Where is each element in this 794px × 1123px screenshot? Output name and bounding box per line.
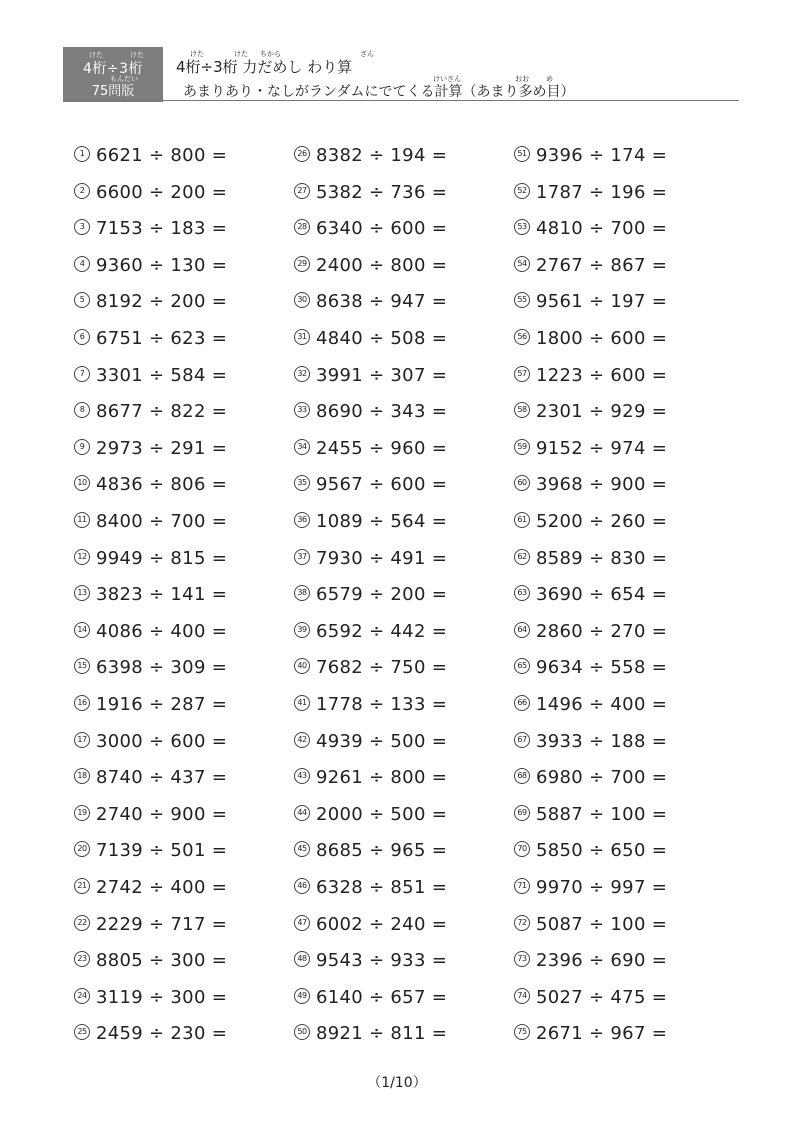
problem-number: 20 <box>74 841 90 857</box>
problem-item <box>294 910 447 940</box>
problem-number: 34 <box>294 439 310 455</box>
problem-expression: 5382 ÷ 736 = <box>316 181 448 203</box>
problem-number: 58 <box>514 402 530 418</box>
problem-expression: 3119 ÷ 300 = <box>96 986 228 1008</box>
problem-item <box>74 470 227 500</box>
problem-expression: 1089 ÷ 564 = <box>316 511 448 532</box>
problem-item <box>514 580 667 610</box>
problem-expression: 7682 ÷ 750 = <box>316 657 448 679</box>
problem-expression: 3991 ÷ 307 = <box>316 364 448 386</box>
ruby-chikara: ちから <box>260 50 281 58</box>
problem-item <box>514 910 667 940</box>
problem-expression: 5200 ÷ 260 = <box>536 511 668 532</box>
problem-expression: 6621 ÷ 800 = <box>96 145 228 166</box>
problem-expression: 4836 ÷ 806 = <box>96 474 228 496</box>
ruby-mondai: もんだい <box>110 75 138 83</box>
problem-number: 75 <box>514 1024 530 1040</box>
problem-expression: 2860 ÷ 270 = <box>536 620 668 642</box>
problem-expression: 3933 ÷ 188 = <box>536 730 668 752</box>
problem-item <box>294 580 447 610</box>
problem-number: 18 <box>74 768 90 784</box>
problem-expression: 6751 ÷ 623 = <box>96 328 228 349</box>
problem-item <box>74 836 227 866</box>
problem-number: 62 <box>514 549 530 565</box>
problem-number: 12 <box>74 549 90 565</box>
problem-item <box>514 763 667 793</box>
problem-item <box>74 653 227 683</box>
problem-item <box>514 800 667 830</box>
problem-item <box>514 507 667 537</box>
problem-expression: 2740 ÷ 900 = <box>96 803 228 825</box>
page-subtitle: あまりあり・なしがランダムにでてくる計算（あまり多め目） <box>183 84 575 100</box>
problem-expression: 6140 ÷ 657 = <box>316 986 448 1008</box>
problem-number: 59 <box>514 439 530 455</box>
problem-item <box>514 727 667 757</box>
problem-item <box>74 946 227 976</box>
problem-item <box>514 1019 667 1049</box>
problem-expression: 1916 ÷ 287 = <box>96 694 228 715</box>
problem-number: 31 <box>294 329 310 345</box>
problem-item <box>294 653 447 683</box>
problem-expression: 6579 ÷ 200 = <box>316 584 448 606</box>
problem-item <box>514 617 667 647</box>
problem-number: 23 <box>74 951 90 967</box>
problem-number: 48 <box>294 951 310 967</box>
problem-item <box>74 763 227 793</box>
problem-item <box>74 251 227 281</box>
problem-number: 27 <box>294 183 310 199</box>
problem-number: 50 <box>294 1024 310 1040</box>
problem-number: 3 <box>74 219 90 235</box>
problem-expression: 2229 ÷ 717 = <box>96 913 228 935</box>
problem-expression: 2671 ÷ 967 = <box>536 1023 668 1045</box>
problem-item <box>514 361 667 391</box>
problem-expression: 8740 ÷ 437 = <box>96 767 228 789</box>
problem-expression: 6592 ÷ 442 = <box>316 620 448 642</box>
problem-expression: 2459 ÷ 230 = <box>96 1023 228 1045</box>
problem-item <box>74 287 227 317</box>
problem-number: 7 <box>74 366 90 382</box>
problem-item <box>294 983 447 1013</box>
problem-number: 74 <box>514 988 530 1004</box>
problem-item <box>74 800 227 830</box>
problem-expression: 8589 ÷ 830 = <box>536 547 668 569</box>
problem-number: 17 <box>74 732 90 748</box>
problem-expression: 6328 ÷ 851 = <box>316 877 448 898</box>
problem-item <box>74 324 227 354</box>
problem-item <box>514 141 667 171</box>
problem-number: 52 <box>514 183 530 199</box>
problem-expression: 9634 ÷ 558 = <box>536 657 668 679</box>
problem-item <box>74 910 227 940</box>
problem-number: 46 <box>294 878 310 894</box>
problem-expression: 5887 ÷ 100 = <box>536 803 668 825</box>
problem-item <box>294 214 447 244</box>
problem-item <box>294 763 447 793</box>
problem-expression: 4840 ÷ 508 = <box>316 328 448 349</box>
problem-expression: 9567 ÷ 600 = <box>316 474 448 496</box>
ruby-keta: けた <box>89 51 103 59</box>
problem-item <box>514 178 667 208</box>
problem-expression: 1787 ÷ 196 = <box>536 181 668 203</box>
problem-expression: 3968 ÷ 900 = <box>536 474 668 496</box>
problem-item <box>74 580 227 610</box>
problem-item <box>514 983 667 1013</box>
problem-item <box>74 873 227 903</box>
problem-expression: 8690 ÷ 343 = <box>316 401 448 423</box>
problem-expression: 3000 ÷ 600 = <box>96 730 228 752</box>
problem-number: 43 <box>294 768 310 784</box>
problem-expression: 2000 ÷ 500 = <box>316 803 448 825</box>
problem-item <box>294 434 447 464</box>
problem-expression: 3690 ÷ 654 = <box>536 584 668 606</box>
problem-number: 1 <box>74 146 90 162</box>
problem-number: 37 <box>294 549 310 565</box>
problem-expression: 7153 ÷ 183 = <box>96 218 228 240</box>
problem-expression: 5087 ÷ 100 = <box>536 913 668 935</box>
problem-item <box>514 470 667 500</box>
problem-expression: 1223 ÷ 600 = <box>536 364 668 386</box>
problem-number: 25 <box>74 1024 90 1040</box>
problem-number: 49 <box>294 988 310 1004</box>
problem-item <box>514 434 667 464</box>
problem-expression: 2767 ÷ 867 = <box>536 254 668 276</box>
problem-number: 68 <box>514 768 530 784</box>
problem-number: 10 <box>74 475 90 491</box>
problem-number: 9 <box>74 439 90 455</box>
problem-item <box>74 1019 227 1049</box>
problem-number: 69 <box>514 805 530 821</box>
problem-item <box>514 873 667 903</box>
problem-item <box>294 800 447 830</box>
problem-item <box>74 214 227 244</box>
problem-number: 35 <box>294 475 310 491</box>
ruby-zan: ざん <box>360 50 374 58</box>
problem-item <box>74 507 227 537</box>
problem-expression: 3301 ÷ 584 = <box>96 364 228 386</box>
problem-item <box>74 141 227 171</box>
problem-number: 72 <box>514 915 530 931</box>
problem-expression: 2455 ÷ 960 = <box>316 437 448 459</box>
problem-number: 73 <box>514 951 530 967</box>
problem-item <box>514 214 667 244</box>
problem-item <box>294 727 447 757</box>
problem-number: 47 <box>294 915 310 931</box>
problem-item <box>74 397 227 427</box>
problem-number: 66 <box>514 695 530 711</box>
problem-number: 44 <box>294 805 310 821</box>
problem-item <box>294 873 447 903</box>
ruby-keisan: けいさん <box>433 75 461 83</box>
problem-number: 33 <box>294 402 310 418</box>
badge-count: 75問版 <box>91 84 135 99</box>
problem-expression: 7930 ÷ 491 = <box>316 547 448 569</box>
problem-number: 5 <box>74 292 90 308</box>
problem-item <box>294 287 447 317</box>
problem-number: 53 <box>514 219 530 235</box>
problem-item <box>294 1019 447 1049</box>
problem-item <box>294 690 447 720</box>
problem-item <box>514 397 667 427</box>
problem-item <box>514 251 667 281</box>
problem-number: 51 <box>514 146 530 162</box>
problem-number: 32 <box>294 366 310 382</box>
problem-item <box>74 983 227 1013</box>
problem-number: 19 <box>74 805 90 821</box>
problem-item <box>74 690 227 720</box>
problem-number: 29 <box>294 256 310 272</box>
problem-expression: 4939 ÷ 500 = <box>316 730 448 752</box>
problem-item <box>294 507 447 537</box>
problem-number: 64 <box>514 622 530 638</box>
problem-expression: 2742 ÷ 400 = <box>96 877 228 898</box>
problem-number: 55 <box>514 292 530 308</box>
problem-item <box>514 544 667 574</box>
problem-item <box>294 946 447 976</box>
problem-expression: 9152 ÷ 974 = <box>536 437 668 459</box>
problem-item <box>294 251 447 281</box>
problem-number: 15 <box>74 658 90 674</box>
problem-expression: 6980 ÷ 700 = <box>536 767 668 789</box>
ruby-keta: けた <box>234 50 248 58</box>
page-number: （1/10） <box>367 1075 427 1091</box>
problem-number: 11 <box>74 512 90 528</box>
problem-number: 54 <box>514 256 530 272</box>
problem-number: 6 <box>74 329 90 345</box>
problem-expression: 2973 ÷ 291 = <box>96 437 228 459</box>
problem-number: 65 <box>514 658 530 674</box>
problem-expression: 8400 ÷ 700 = <box>96 511 228 532</box>
problem-expression: 6398 ÷ 309 = <box>96 657 228 679</box>
problem-item <box>294 324 447 354</box>
problem-number: 28 <box>294 219 310 235</box>
problem-expression: 8677 ÷ 822 = <box>96 401 228 423</box>
problem-expression: 9561 ÷ 197 = <box>536 291 668 313</box>
problem-item <box>74 434 227 464</box>
ruby-oo: おお <box>515 75 529 83</box>
problem-number: 13 <box>74 585 90 601</box>
problem-expression: 8192 ÷ 200 = <box>96 291 228 313</box>
problem-number: 4 <box>74 256 90 272</box>
problem-expression: 5027 ÷ 475 = <box>536 986 668 1008</box>
problem-item <box>294 617 447 647</box>
problem-item <box>294 178 447 208</box>
problem-number: 36 <box>294 512 310 528</box>
problem-number: 2 <box>74 183 90 199</box>
problem-item <box>74 361 227 391</box>
problem-expression: 2396 ÷ 690 = <box>536 950 668 972</box>
problem-expression: 4086 ÷ 400 = <box>96 620 228 642</box>
problem-expression: 8685 ÷ 965 = <box>316 840 448 862</box>
problem-number: 14 <box>74 622 90 638</box>
problem-expression: 2400 ÷ 800 = <box>316 254 448 276</box>
problem-expression: 1496 ÷ 400 = <box>536 694 668 715</box>
problem-expression: 6600 ÷ 200 = <box>96 181 228 203</box>
problem-expression: 3823 ÷ 141 = <box>96 584 228 606</box>
problem-number: 22 <box>74 915 90 931</box>
problem-item <box>294 397 447 427</box>
problem-item <box>514 287 667 317</box>
problem-expression: 5850 ÷ 650 = <box>536 840 668 862</box>
problem-expression: 9970 ÷ 997 = <box>536 877 668 898</box>
problem-expression: 8638 ÷ 947 = <box>316 291 448 313</box>
problem-expression: 1778 ÷ 133 = <box>316 694 448 715</box>
problem-item <box>294 470 447 500</box>
ruby-keta: けた <box>130 51 144 59</box>
problem-item <box>74 178 227 208</box>
problem-expression: 4810 ÷ 700 = <box>536 218 668 240</box>
problem-item <box>294 141 447 171</box>
problem-item <box>514 324 667 354</box>
problem-number: 57 <box>514 366 530 382</box>
problem-number: 24 <box>74 988 90 1004</box>
problem-expression: 7139 ÷ 501 = <box>96 840 228 862</box>
problem-expression: 9949 ÷ 815 = <box>96 547 228 569</box>
problem-number: 41 <box>294 695 310 711</box>
page-title: 4桁÷3桁 力だめし わり算 <box>176 58 353 76</box>
problem-expression: 8382 ÷ 194 = <box>316 145 448 166</box>
problem-expression: 2301 ÷ 929 = <box>536 401 668 423</box>
problem-expression: 9261 ÷ 800 = <box>316 767 448 789</box>
problem-number: 26 <box>294 146 310 162</box>
problem-item <box>74 617 227 647</box>
problem-expression: 9360 ÷ 130 = <box>96 254 228 276</box>
problem-item <box>514 653 667 683</box>
problem-item <box>74 727 227 757</box>
problem-item <box>514 690 667 720</box>
problem-expression: 8805 ÷ 300 = <box>96 950 228 972</box>
problem-number: 21 <box>74 878 90 894</box>
problem-number: 63 <box>514 585 530 601</box>
problem-item <box>514 946 667 976</box>
ruby-me: め <box>546 75 553 83</box>
problem-expression: 1800 ÷ 600 = <box>536 328 668 349</box>
problem-number: 71 <box>514 878 530 894</box>
ruby-keta: けた <box>190 50 204 58</box>
problem-item <box>294 836 447 866</box>
problem-expression: 9396 ÷ 174 = <box>536 145 668 166</box>
problem-number: 60 <box>514 475 530 491</box>
problem-number: 61 <box>514 512 530 528</box>
problem-number: 8 <box>74 402 90 418</box>
problem-number: 39 <box>294 622 310 638</box>
problem-number: 16 <box>74 695 90 711</box>
problem-number: 70 <box>514 841 530 857</box>
problem-number: 40 <box>294 658 310 674</box>
problem-number: 30 <box>294 292 310 308</box>
problem-item <box>514 836 667 866</box>
problem-item <box>294 544 447 574</box>
problem-expression: 8921 ÷ 811 = <box>316 1023 448 1045</box>
badge-title: 4桁÷3桁 <box>82 61 144 77</box>
problem-number: 42 <box>294 732 310 748</box>
problem-expression: 6340 ÷ 600 = <box>316 218 448 240</box>
problem-expression: 6002 ÷ 240 = <box>316 913 448 935</box>
problem-number: 38 <box>294 585 310 601</box>
problem-number: 56 <box>514 329 530 345</box>
problem-item <box>294 361 447 391</box>
problem-expression: 9543 ÷ 933 = <box>316 950 448 972</box>
problem-item <box>74 544 227 574</box>
problem-number: 45 <box>294 841 310 857</box>
problem-number: 67 <box>514 732 530 748</box>
